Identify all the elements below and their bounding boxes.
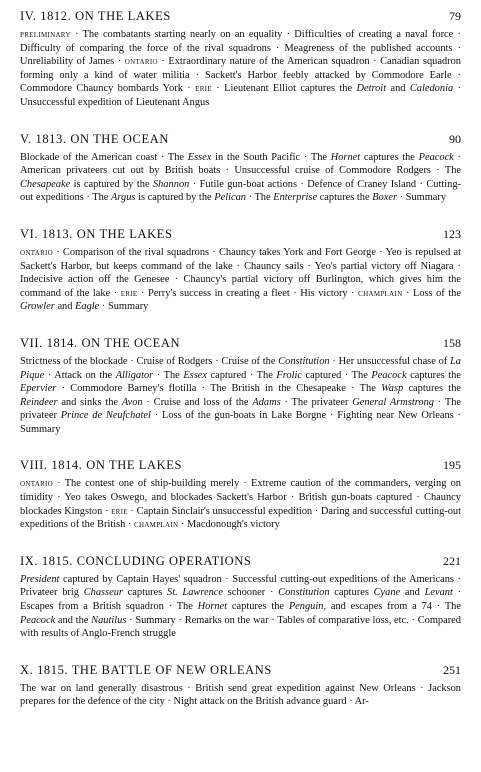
ship-name: Shannon [152, 178, 190, 190]
summary-text: · Futile gun-boat actions · Defence of Craney Island · Cutting-out expeditions · The [20, 178, 461, 204]
chapter-entry [20, 226, 461, 314]
summary-text: captured by Captain Hayes' squadron · Successful cutting-out expeditions of the Americans · Privateer brig [20, 573, 461, 599]
summary-text: captures the [403, 383, 461, 395]
ship-name: Chesapeake [20, 178, 71, 190]
summary-text: captures [329, 587, 374, 599]
chapter-summary [20, 573, 461, 641]
chapter-heading-row [20, 662, 461, 678]
ship-name: Hornet [197, 601, 228, 613]
summary-text: captures the [317, 192, 373, 204]
chapter-heading-row [20, 457, 461, 473]
chapter-page-number: 123 [443, 226, 461, 241]
summary-text: · The privateer [20, 396, 462, 422]
chapter-entry [20, 131, 461, 205]
summary-text: Strictness of the blockade · Cruise of Rodgers · Cruise of the [20, 355, 279, 367]
summary-text: · Unsuccessful expedition of Lieutenant Angus [20, 83, 461, 108]
chapter-title: V. 1813. ON THE OCEAN [20, 131, 169, 146]
summary-text: · Macdonough's victory [178, 519, 280, 531]
ship-name: Frolic [276, 369, 302, 381]
chapter-entry [20, 662, 461, 709]
chapter-summary [20, 682, 461, 709]
chapter-summary [20, 477, 461, 531]
summary-text: captures [122, 587, 168, 599]
chapter-heading-row [20, 335, 461, 351]
ship-name: Epervier [20, 383, 57, 395]
summary-text: and [54, 301, 76, 313]
chapter-page-number: 158 [443, 335, 461, 350]
section-label: erie [120, 287, 138, 299]
summary-text: and [386, 83, 410, 95]
section-label: ontario [20, 478, 54, 490]
chapter-title: VIII. 1814. ON THE LAKES [20, 458, 183, 473]
section-label: preliminary [20, 29, 71, 40]
ship-name: Peacock [371, 369, 407, 381]
summary-text: · The [245, 192, 274, 204]
summary-text: The war on land generally disastrous · British send great expedition against New Orleans · Jackson prepares for the defence of the city · Night attack on the British advance guard · Ar- [20, 682, 461, 708]
summary-text: captures the [227, 601, 289, 613]
ship-name: St. Lawrence [167, 587, 224, 599]
ship-name: Enterprise [273, 192, 318, 204]
summary-text: · The combatants starting nearly on an equality · Difficulties of creating a naval force · Difficulty of comparing the force of the rival squadrons · Meagreness of the published accounts · Unreliability of James · [20, 29, 461, 68]
summary-text: · Perry's success in creating a fleet · His victory · [137, 287, 359, 299]
summary-text: · Her unsuccessful chase of [329, 355, 451, 367]
ship-name: Cyane [373, 587, 401, 599]
summary-text: in the South Pacific · The [211, 151, 331, 163]
ship-name: Nautilus [91, 614, 127, 626]
section-label: erie [111, 505, 128, 517]
summary-text: · The privateer [280, 396, 353, 408]
ship-name: Growler [20, 301, 55, 313]
summary-text: captured · The [206, 369, 277, 381]
chapter-entry [20, 335, 461, 437]
summary-text: is captured by the [135, 192, 215, 204]
summary-text: Blockade of the American coast · The [20, 151, 188, 163]
ship-name: Adams [252, 396, 281, 408]
summary-text: · Extraordinary nature of the American squadron · Canadian squadron forming only a kind of water militia · Sackett's Harbor feebly attacked by Commodore Earle · Commodore Chauncy bombards York · [20, 56, 461, 95]
ship-name: La Pique [20, 355, 461, 381]
summary-text: captured · The [301, 369, 372, 381]
summary-text: · Loss of the [402, 287, 461, 299]
chapter-summary [20, 151, 461, 205]
summary-text: · Cruise and loss of the [142, 396, 253, 408]
ship-name: Constitution [278, 587, 330, 599]
section-label: erie [195, 83, 212, 95]
ship-name: Argus [111, 192, 136, 204]
section-label: champlain [134, 519, 179, 531]
summary-text: · Captain Sinclair's unsuccessful expedition · Daring and successful cutting-out expeditions of the British · [20, 505, 462, 531]
summary-text: · Escapes from a British squadron · The [20, 587, 462, 613]
chapter-page-number: 79 [449, 9, 461, 23]
chapter-summary [20, 355, 461, 437]
summary-text: and [400, 587, 425, 599]
summary-text: · Attack on the [44, 369, 116, 381]
ship-name: Pelican [214, 192, 246, 204]
summary-text: · Loss of the gun-boats in Lake Borgne · Fighting near New Orleans · Summary [20, 410, 461, 435]
summary-text: · Lieutenant Elliot captures the [211, 83, 357, 95]
summary-text: · Summary [397, 192, 447, 204]
ship-name: Prince de Neufchatel [60, 410, 151, 422]
summary-text: · Summary [99, 301, 149, 313]
chapter-title: VII. 1814. ON THE OCEAN [20, 335, 181, 350]
ship-name: Constitution [278, 355, 330, 367]
ship-name: Peacock [20, 614, 56, 626]
section-label: champlain [358, 287, 403, 299]
ship-name: President [20, 573, 60, 585]
summary-text: · American privateers cut out by British boats · Unsuccessful cruise of Commodore Rodgers · The [20, 151, 461, 177]
ship-name: Boxer [372, 192, 398, 204]
chapter-title: IX. 1815. CONCLUDING OPERATIONS [20, 553, 252, 568]
chapter-entry [20, 553, 461, 641]
summary-text: and the [55, 614, 92, 626]
chapter-page-number: 251 [443, 662, 461, 677]
ship-name: Caledonia [409, 83, 454, 95]
summary-text: · The contest one of ship-building merely · Extreme caution of the commanders, verging on timidity · Yeo takes Oswego, and blockades Sackett's Harbor · British gun-boats captured · Chauncy blockades Kingston · [20, 478, 461, 517]
chapter-page-number: 90 [449, 131, 461, 146]
summary-text: , and escapes from a 74 · The [323, 601, 461, 613]
summary-text: · Comparison of the rival squadrons · Chauncy takes York and Fort George · Yeo is repulsed at Sackett's Harbor, but keeps command of the lake · Chauncy sails · Yeo's partial victory off Niagara · Indecisive action off the Genesee · Chauncy's partial victory off Burlington, which gives him the command of the lake · [20, 246, 461, 299]
chapter-heading-row [20, 131, 461, 147]
section-label: ontario [124, 56, 158, 68]
ship-name: Avon [121, 396, 143, 408]
ship-name: Penguin [288, 601, 324, 613]
ship-name: Levant [424, 587, 453, 599]
summary-text: · Summary · Remarks on the war · Tables of comparative loss, etc. · Compared with results of Anglo-French struggle [20, 614, 461, 640]
summary-text: · The [153, 369, 184, 381]
ship-name: Peacock [418, 151, 454, 163]
chapter-page-number: 195 [443, 458, 461, 473]
summary-text: captures the [406, 369, 461, 381]
ship-name: Alligator [115, 369, 154, 381]
chapter-page-number: 221 [443, 553, 461, 568]
chapter-title: VI. 1813. ON THE LAKES [20, 226, 173, 241]
chapter-entry [20, 8, 461, 110]
chapter-heading-row [20, 8, 461, 24]
chapter-summary [20, 246, 461, 314]
chapter-list [20, 8, 461, 709]
ship-name: Reindeer [20, 396, 58, 408]
ship-name: Essex [183, 369, 207, 381]
ship-name: Eagle [75, 301, 100, 313]
ship-name: Wasp [381, 383, 404, 395]
ship-name: Hornet [330, 151, 361, 163]
chapter-summary [20, 28, 461, 110]
summary-text: captures the [360, 151, 419, 163]
chapter-title: IV. 1812. ON THE LAKES [20, 9, 171, 23]
section-label: ontario [20, 246, 54, 258]
chapter-heading-row [20, 226, 461, 242]
summary-text: and sinks the [57, 396, 122, 408]
summary-text: is captured by the [70, 178, 153, 190]
ship-name: Essex [187, 151, 212, 163]
chapter-heading-row [20, 553, 461, 569]
ship-name: Chasseur [83, 587, 123, 599]
chapter-entry [20, 457, 461, 531]
ship-name: General Armstrong [352, 396, 434, 408]
chapter-title: X. 1815. THE BATTLE OF NEW ORLEANS [20, 662, 272, 677]
summary-text: · Commodore Barney's flotilla · The British in the Chesapeake · The [56, 383, 382, 395]
ship-name: Detroit [356, 83, 387, 95]
summary-text: schooner · [223, 587, 279, 599]
